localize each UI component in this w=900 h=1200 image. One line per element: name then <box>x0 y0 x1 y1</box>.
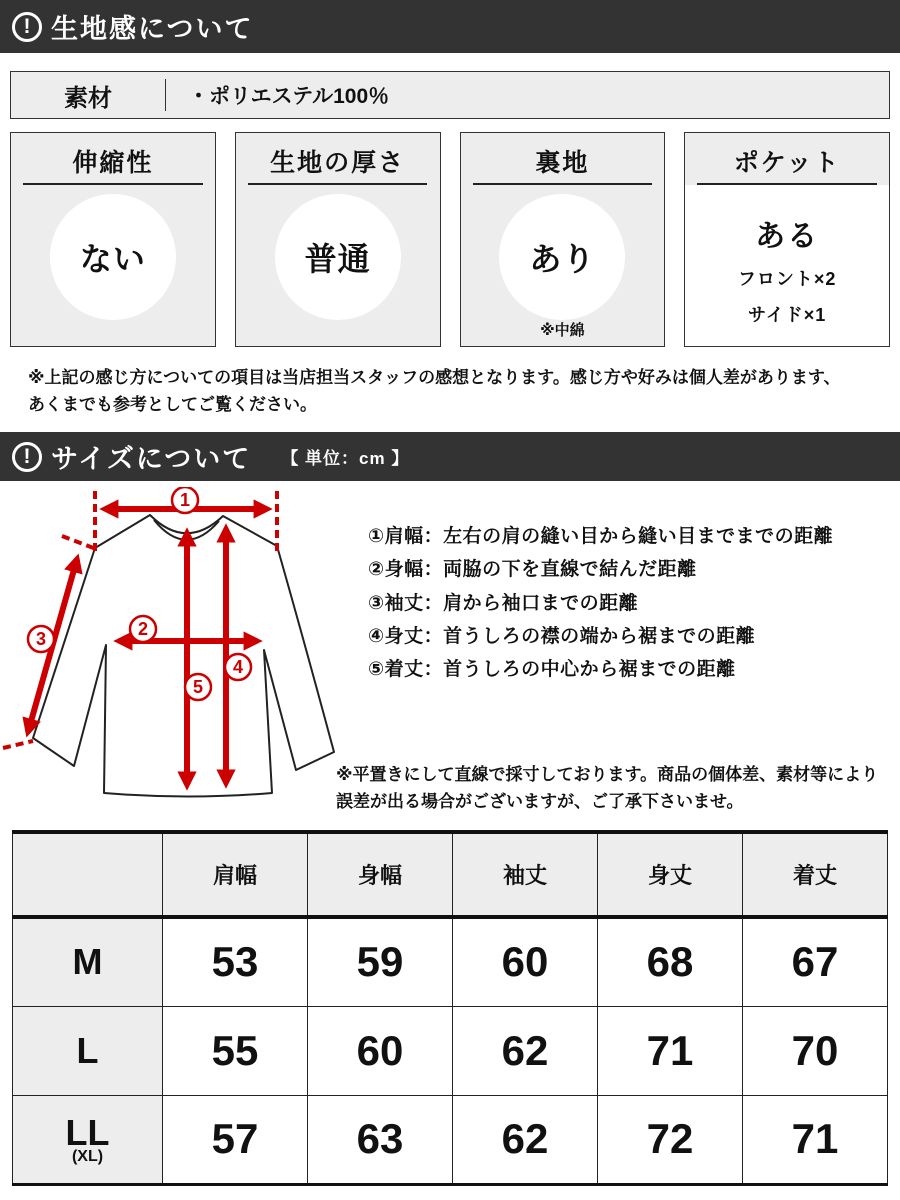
spec-box-title: 伸縮性 <box>72 149 154 177</box>
spec-value-circle: あり <box>499 194 625 320</box>
lining-note: ※中綿 <box>540 322 585 339</box>
table-row-ll <box>13 1095 888 1184</box>
size-label-sub: (XL) <box>71 1148 104 1165</box>
value-cell: 72 <box>598 1095 743 1184</box>
label-2: 2 <box>137 619 149 639</box>
size-unit-label: 【 単位：cm 】 <box>281 449 410 468</box>
value-cell: 67 <box>743 917 888 1006</box>
fabric-disclaimer-line2: あくまでも参考としてご覧ください。 <box>28 395 317 415</box>
size-label <box>13 1006 163 1095</box>
size-label-text: M <box>72 941 103 983</box>
title-underline <box>23 183 202 185</box>
size-label-text: LL <box>65 1112 110 1153</box>
label-3: 3 <box>35 629 47 649</box>
value-cell: 55 <box>163 1006 308 1095</box>
size-table-header-row <box>13 832 888 917</box>
pocket-detail-front: フロント×2 <box>737 269 837 289</box>
spec-box-head <box>11 133 215 185</box>
label-4: 4 <box>232 657 244 677</box>
material-label: 素材 <box>64 84 112 112</box>
value-cell: 60 <box>308 1006 453 1095</box>
size-disclaimer <box>336 761 898 815</box>
spec-box-title: ポケット <box>733 149 841 177</box>
size-label-text: L <box>76 1029 99 1071</box>
size-section-header <box>0 432 900 481</box>
spec-box-body <box>685 185 889 346</box>
spec-boxes <box>10 132 890 347</box>
pocket-detail-side: サイド×1 <box>747 305 827 325</box>
legend-item-3: ③袖丈：肩から袖口までの距離 <box>368 592 639 614</box>
material-row <box>10 71 890 119</box>
size-disclaimer-line1: ※平置きにして直線で採寸しております。商品の個体差、素材等により <box>336 765 879 784</box>
spec-box-head <box>461 133 665 185</box>
spec-box-head <box>685 133 889 185</box>
value-cell: 63 <box>308 1095 453 1184</box>
header-cell-bodylength: 身丈 <box>598 832 743 917</box>
shirt-outline <box>33 515 334 797</box>
spec-box-title: 生地の厚さ <box>270 149 406 177</box>
legend-item-1: ①肩幅：左右の肩の縫い目から縫い目までまでの距離 <box>368 526 834 547</box>
value-cell: 60 <box>453 917 598 1006</box>
fabric-disclaimer <box>28 364 890 418</box>
spec-box-stretch <box>10 132 216 347</box>
spec-box-thickness <box>235 132 441 347</box>
pocket-value: ある <box>755 220 820 253</box>
value-cell: 62 <box>453 1095 598 1184</box>
header-cell-sleeve: 袖丈 <box>453 832 598 917</box>
spec-value-circle: ない <box>50 194 176 320</box>
title-underline <box>248 183 427 185</box>
label-5: 5 <box>192 677 204 697</box>
header-cell-chest: 身幅 <box>308 832 453 917</box>
spec-box-head <box>236 133 440 185</box>
title-underline <box>697 183 876 185</box>
value-cell: 53 <box>163 917 308 1006</box>
value-cell: 57 <box>163 1095 308 1184</box>
header-cell-length: 着丈 <box>743 832 888 917</box>
spec-box-pocket <box>684 132 890 347</box>
value-cell: 71 <box>743 1095 888 1184</box>
table-row-l <box>13 1006 888 1095</box>
material-value: ・ポリエステル100％ <box>188 85 390 108</box>
value-cell: 59 <box>308 917 453 1006</box>
shirt-measurement-diagram <box>0 487 360 817</box>
spec-value-circle: 普通 <box>275 194 401 320</box>
fabric-section-title: 生地感について <box>51 14 254 44</box>
value-cell: 71 <box>598 1006 743 1095</box>
size-table <box>12 830 888 1186</box>
exclamation-circle-icon: ! <box>12 12 42 42</box>
spec-box-body <box>236 185 440 346</box>
fabric-section-header <box>0 0 900 53</box>
value-cell: 70 <box>743 1006 888 1095</box>
header-cell-shoulder: 肩幅 <box>163 832 308 917</box>
title-underline <box>473 183 652 185</box>
size-label <box>13 917 163 1006</box>
spec-box-title: 裏地 <box>535 149 590 177</box>
size-section-title: サイズについて <box>51 444 252 474</box>
measurement-legend <box>368 520 833 686</box>
size-label <box>13 1095 163 1184</box>
header-cell-empty <box>13 832 163 917</box>
spec-box-body <box>11 185 215 346</box>
label-1: 1 <box>179 490 191 510</box>
spec-box-lining <box>460 132 666 347</box>
legend-item-4: ④身丈：首うしろの襟の端から裾までの距離 <box>368 625 756 647</box>
size-disclaimer-line2: 誤差が出る場合がございますが、ご了承下さいませ。 <box>336 792 744 812</box>
fabric-disclaimer-line1: ※上記の感じ方についての項目は当店担当スタッフの感想となります。感じ方や好みは個人差があります、 <box>28 368 841 387</box>
legend-item-2: ②身幅：両脇の下を直線で結んだ距離 <box>368 559 697 581</box>
exclamation-circle-icon: ! <box>12 442 42 472</box>
value-cell: 62 <box>453 1006 598 1095</box>
table-row-m <box>13 917 888 1006</box>
value-cell: 68 <box>598 917 743 1006</box>
legend-item-5: ⑤着丈：首うしろの中心から裾までの距離 <box>368 659 736 680</box>
